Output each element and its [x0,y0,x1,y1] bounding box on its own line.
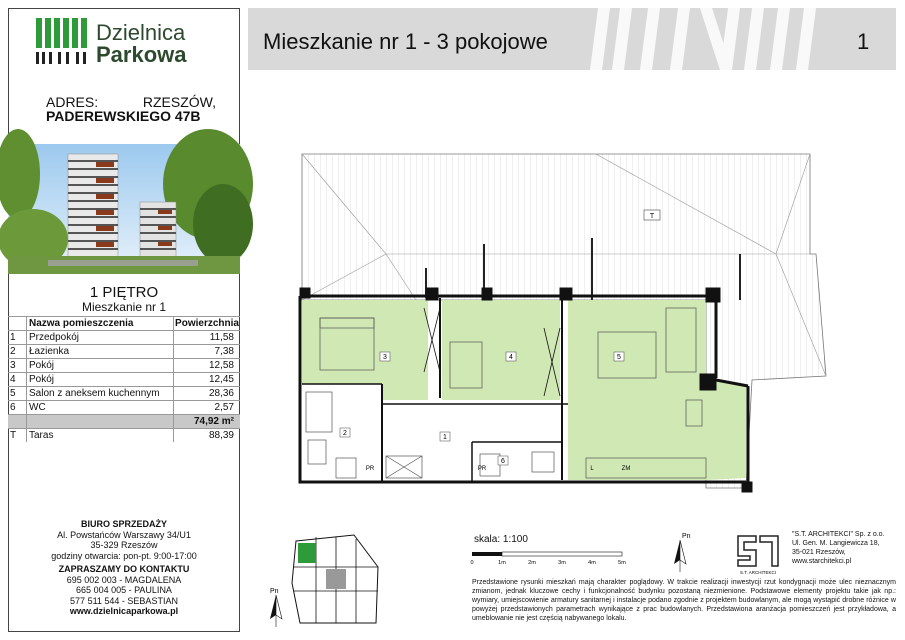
scale-label: skala: 1:100 [474,534,528,545]
terrace-label: T [649,213,655,220]
scale-bar [472,550,632,570]
room-name: Taras [27,429,174,443]
website-link[interactable]: www.dzielnicaparkowa.pl [69,606,179,616]
architect-line: 35-021 Rzeszów, [792,549,846,556]
building-photo [8,144,240,274]
terrace-row [8,429,240,443]
room-4 [442,300,560,400]
scale-tick: 0 [470,560,474,566]
room-label: 4 [509,354,513,361]
architect-line: "S.T. ARCHITEKCI" Sp. z o.o. [792,531,885,538]
table-row [8,373,240,387]
contact-line: 577 511 544 - SEBASTIAN [70,595,178,606]
scale-tick: 2m [528,560,536,566]
row-number: 5 [8,387,27,401]
page-title: Mieszkanie nr 1 - 3 pokojowe [263,29,548,54]
apartment-label: Mieszkanie nr 1 [81,300,167,314]
table-row [8,345,240,359]
north-arrow-icon [668,530,692,574]
address-label: ADRES: [46,94,99,110]
key-plan [286,527,386,627]
compass-label: Pn [270,588,279,595]
rooms [302,300,746,480]
scale-tick: 3m [558,560,566,566]
room-label: 1 [443,434,447,441]
dishwasher-label: ZM [621,466,631,472]
brand-name-line1: Dzielnica [96,20,186,45]
address-street: PADEREWSKIEGO 47B [46,108,201,124]
table-header-row [8,317,240,331]
table-row [8,359,240,373]
row-number: T [8,429,27,443]
room-5 [568,300,706,480]
table-cell [27,415,174,429]
disclaimer-text: Przedstawione rysunki mieszkań mają charakter poglądowy. W trakcie realizacji inwestycji rzut kondygnacji może ulec nieznacznym zmianom, jednak kluczowe cechy i funkcjonalność budynku pozostaną niezmienione. Podstawowe elementy projektu takie jak np.: wymiary, umiejscowienie armatury sanitarnej i instalacje podano zgodnie z projektem budowlanym, ale mogą wystąpić drobne różnice w powyżej przedstawionych parametrach wynikające z prac budowlanych. Przedstawiona aranżacja pomieszczeń jest przykładowa, a umeblowanie nie jest częścią nabywanego lokalu. [472,579,896,622]
sales-city: 35-329 Rzeszów [90,540,158,550]
floor-label: 1 PIĘTRO [89,284,159,301]
brand-logo [36,14,216,74]
header-name: Nazwa pomieszczenia [27,317,174,331]
row-number: 4 [8,373,27,387]
apartment-number: 1 [857,29,870,54]
architect-logo-caption: S.T. ARCHITEKCI [739,570,777,575]
sales-heading: BIURO SPRZEDAŻY [80,519,167,529]
scale-tick: 5m [618,560,626,566]
room-area: 88,39 [174,429,241,443]
room-area: 12,45 [174,373,241,387]
table-cell [8,415,27,429]
architect-info [792,530,885,566]
room-name: Pokój [27,373,174,387]
sales-street: Al. Powstańców Warszawy 34/U1 [57,529,191,540]
brand-name-line2: Parkowa [96,42,187,67]
table-row [8,331,240,345]
room-area: 7,38 [174,345,241,359]
table-cell [8,317,27,331]
sales-hours: godziny otwarcia: pon-pt. 9:00-17:00 [51,550,197,561]
header-area: Powierzchnia [175,318,239,329]
north-arrow-icon [262,585,290,629]
fridge-label: L [590,466,594,472]
room-name: Łazienka [27,345,174,359]
closet-label: PR [477,466,487,472]
room-name: Pokój [27,359,174,373]
contact-heading: ZAPRASZAMY DO KONTAKTU [58,564,190,574]
row-number: 6 [8,401,27,415]
row-number: 2 [8,345,27,359]
row-number: 1 [8,331,27,345]
contact-line: 665 004 005 - PAULINA [76,585,172,595]
address-city: RZESZÓW, [142,94,216,110]
room-area: 11,58 [174,331,241,345]
total-row [8,415,240,429]
table-row [8,401,240,415]
room-label: 6 [501,458,505,465]
closet-label: PR [365,466,375,472]
room-name: Przedpokój [27,331,174,345]
contact-line: 695 002 003 - MAGDALENA [66,574,182,585]
scale-tick: 4m [588,560,596,566]
building-render-image [8,144,240,274]
room-label: 2 [343,430,347,437]
room-label: 5 [617,354,621,361]
decorative-stripes-icon [596,8,826,70]
scale-tick: 1m [498,560,506,566]
room-area: 12,58 [174,359,241,373]
room-name: WC [27,401,174,415]
logo-mark-icon [36,18,88,66]
sales-office [8,519,240,617]
architect-line: www.starchitekci.pl [792,558,852,565]
table-row [8,387,240,401]
floor-plan [296,148,856,500]
room-name: Salon z aneksem kuchennym [27,387,174,401]
room-area: 2,57 [174,401,241,415]
architect-line: Ul. Gen. M. Langiewicza 18, [792,540,880,547]
compass-label: Pn [682,533,691,540]
rooms-table [8,316,240,442]
room-area: 28,36 [174,387,241,401]
row-number: 3 [8,359,27,373]
total-area: 74,92 m² [174,415,241,429]
architect-logo-icon [734,532,782,576]
room-label: 3 [383,354,387,361]
